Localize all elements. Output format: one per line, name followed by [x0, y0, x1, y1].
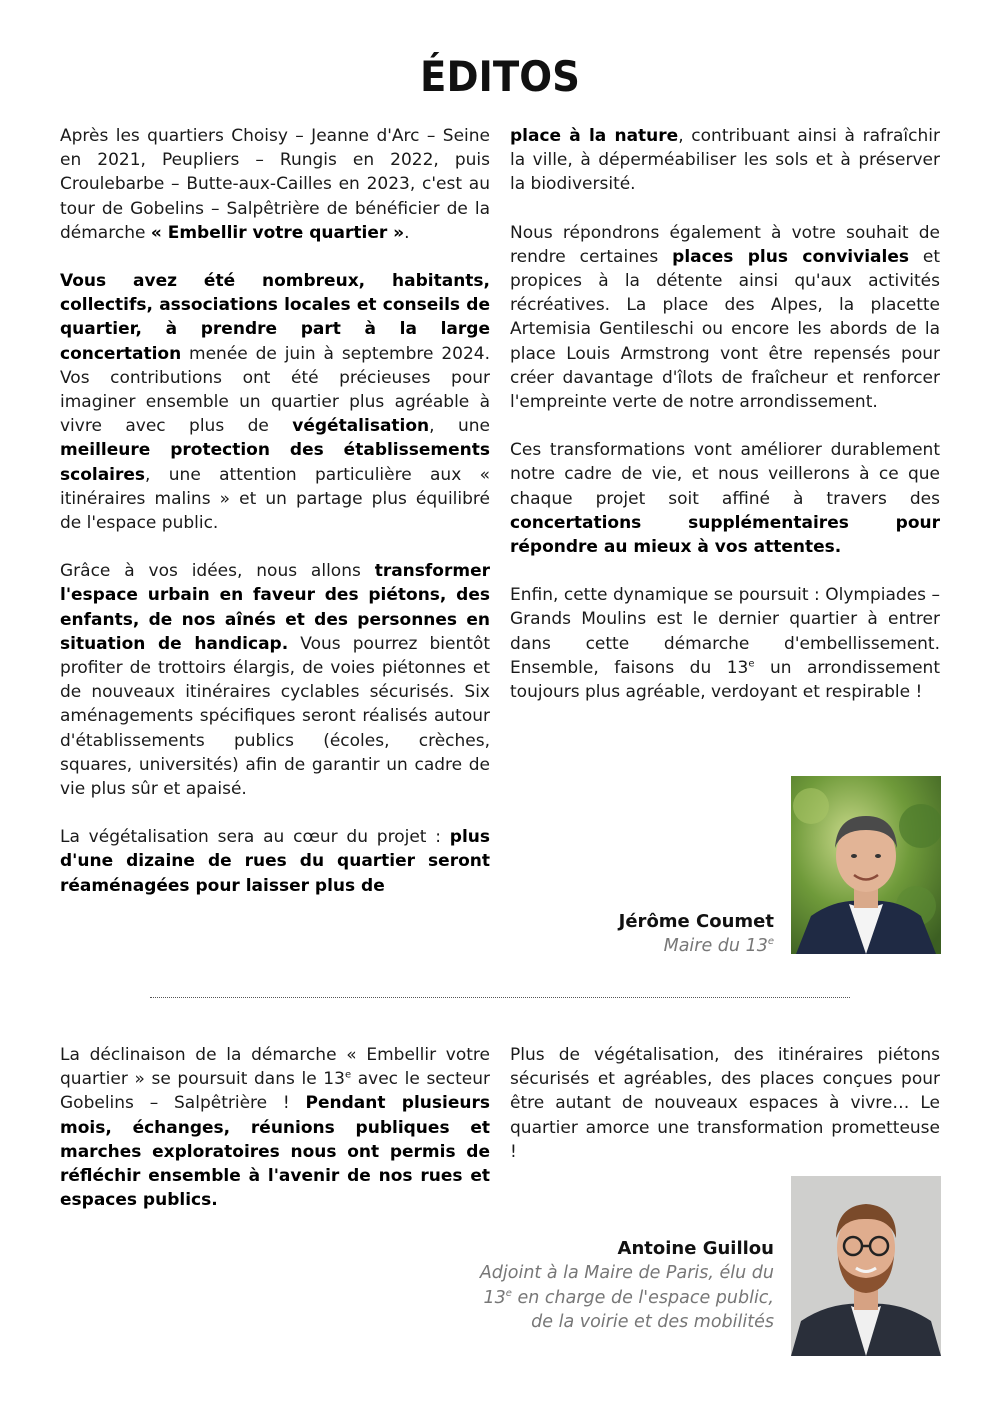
text: un arrondissement toujours plus agréable, verdoyant et respirable !: [510, 657, 940, 703]
bold-text: « Embellir votre quartier »: [150, 222, 405, 243]
section-divider: [150, 997, 850, 998]
portrait-photo-antoine-guillou: [791, 1176, 941, 1356]
bold-text: places plus conviviales: [672, 246, 909, 267]
text: Grâce à vos idées, nous allons: [60, 561, 375, 582]
superscript: e: [748, 658, 755, 670]
text: .: [404, 222, 410, 243]
bold-text: concertations supplémentaires pour répondre au mieux à vos attentes.: [510, 512, 940, 558]
bold-text: place à la nature: [510, 126, 679, 146]
paragraph: [60, 269, 490, 535]
text: La végétalisation sera au cœur du projet :: [60, 827, 450, 848]
paragraph: Plus de végétalisation, des itinéraires piétons sécurisés et agréables, des places conçues pour être autant de nouveaux espaces à vivre… Le quartier amorce une transformation prometteuse !: [510, 1045, 940, 1162]
text: La déclinaison de la démarche « Embellir votre quartier » se poursuit dans le 13: [60, 1045, 490, 1090]
signature-role: [474, 934, 774, 959]
text: menée de juin à septembre 2024. Vos contributions ont été précieuses pour imaginer ensemble un quartier plus agréable à vivre avec plus de: [60, 343, 490, 437]
bold-text: meilleure protection des établissements scolaires: [60, 440, 490, 485]
paragraph: [60, 559, 490, 801]
paragraph: [60, 825, 490, 898]
text: , contribuant ainsi à rafraîchir la ville, à déperméabiliser les sols et à préserver la biodiversité.: [510, 126, 940, 195]
signature-name: Antoine Guillou: [617, 1238, 774, 1259]
text: Maire du 13: [663, 936, 768, 956]
page-title: ÉDITOS: [420, 52, 580, 101]
paragraph: [510, 438, 940, 559]
text: Enfin, cette dynamique se poursuit : Olympiades – Grands Moulins est le dernier quartier à entrer dans cette démarche d'embellissement. Ensemble, faisons du 13: [510, 585, 940, 678]
paragraph: [60, 124, 490, 245]
paragraph: [510, 124, 940, 197]
signature-role: [474, 1261, 774, 1335]
superscript: e: [344, 1069, 352, 1081]
text: Ces transformations vont améliorer durablement notre cadre de vie, et nous veillerons à ce que chaque projet soit affiné à travers des: [510, 440, 940, 509]
edito1-column-right: [510, 124, 940, 728]
text: , une attention particulière aux « itinéraires malins » et un partage plus équilibré de l'espace public.: [60, 464, 490, 534]
bold-text: végétalisation: [292, 416, 430, 437]
paragraph: [510, 221, 940, 415]
superscript: e: [505, 1287, 512, 1299]
text: , une: [429, 416, 490, 437]
bold-text: Pendant plusieurs mois, échanges, réunions publiques et marches exploratoires nous ont permis de réfléchir ensemble à l'avenir de nos rues et espaces publics.: [60, 1093, 490, 1211]
text: Après les quartiers Choisy – Jeanne d'Arc – Seine en 2021, Peupliers – Rungis en 2022, puis Croulebarbe – Butte-aux-Cailles en 2023, c'est au tour de Gobelins – Salpêtrière de bénéficier de la démarche: [60, 126, 490, 243]
edito2-column-left: [60, 1043, 490, 1236]
bold-text: transformer l'espace urbain en faveur des piétons, des enfants, de nos aînés et des personnes en situation de handicap.: [60, 561, 490, 654]
edito1-column-left: [60, 124, 490, 922]
paragraph: [510, 583, 940, 704]
signature-antoine-guillou: [474, 1237, 774, 1335]
text: Nous répondrons également à votre souhait de rendre certaines: [510, 222, 940, 267]
text: avec le secteur Gobelins – Salpêtrière !: [60, 1069, 490, 1114]
superscript: e: [767, 936, 774, 948]
signature-name: Jérôme Coumet: [618, 911, 774, 932]
text: en charge de l'espace public, de la voirie et des mobilités: [511, 1287, 774, 1332]
portrait-photo-jerome-coumet: [791, 776, 941, 954]
paragraph: [60, 1043, 490, 1212]
bold-text: plus d'une dizaine de rues du quartier seront réaménagées pour laisser plus de: [60, 827, 490, 896]
portrait-image: [791, 776, 941, 954]
bold-text: Vous avez été nombreux, habitants, collectifs, associations locales et conseils de quartier, à prendre part à la large concertation: [60, 271, 490, 364]
edito2-column-right: [510, 1043, 940, 1188]
text: Adjoint à la Maire de Paris, élu du 13: [479, 1263, 774, 1308]
signature-jerome-coumet: [474, 910, 774, 959]
text: Vous pourrez bientôt profiter de trottoirs élargis, de voies piétonnes et de nouveaux itinéraires cyclables sécurisés. Six aménagements spécifiques seront réalisés autour d'établissements publics (écoles, crèches, squares, universités) afin de garantir un cadre de vie plus sûr et apaisé.: [60, 633, 490, 800]
portrait-image: [791, 1176, 941, 1356]
text: et propices à la détente ainsi qu'aux activités récréatives. La place des Alpes, la placette Artemisia Gentileschi ou encore les abords de la place Louis Armstrong vont être repensés pour créer davantage d'îlots de fraîcheur et renforcer l'empreinte verte de notre arrondissement.: [510, 246, 941, 413]
